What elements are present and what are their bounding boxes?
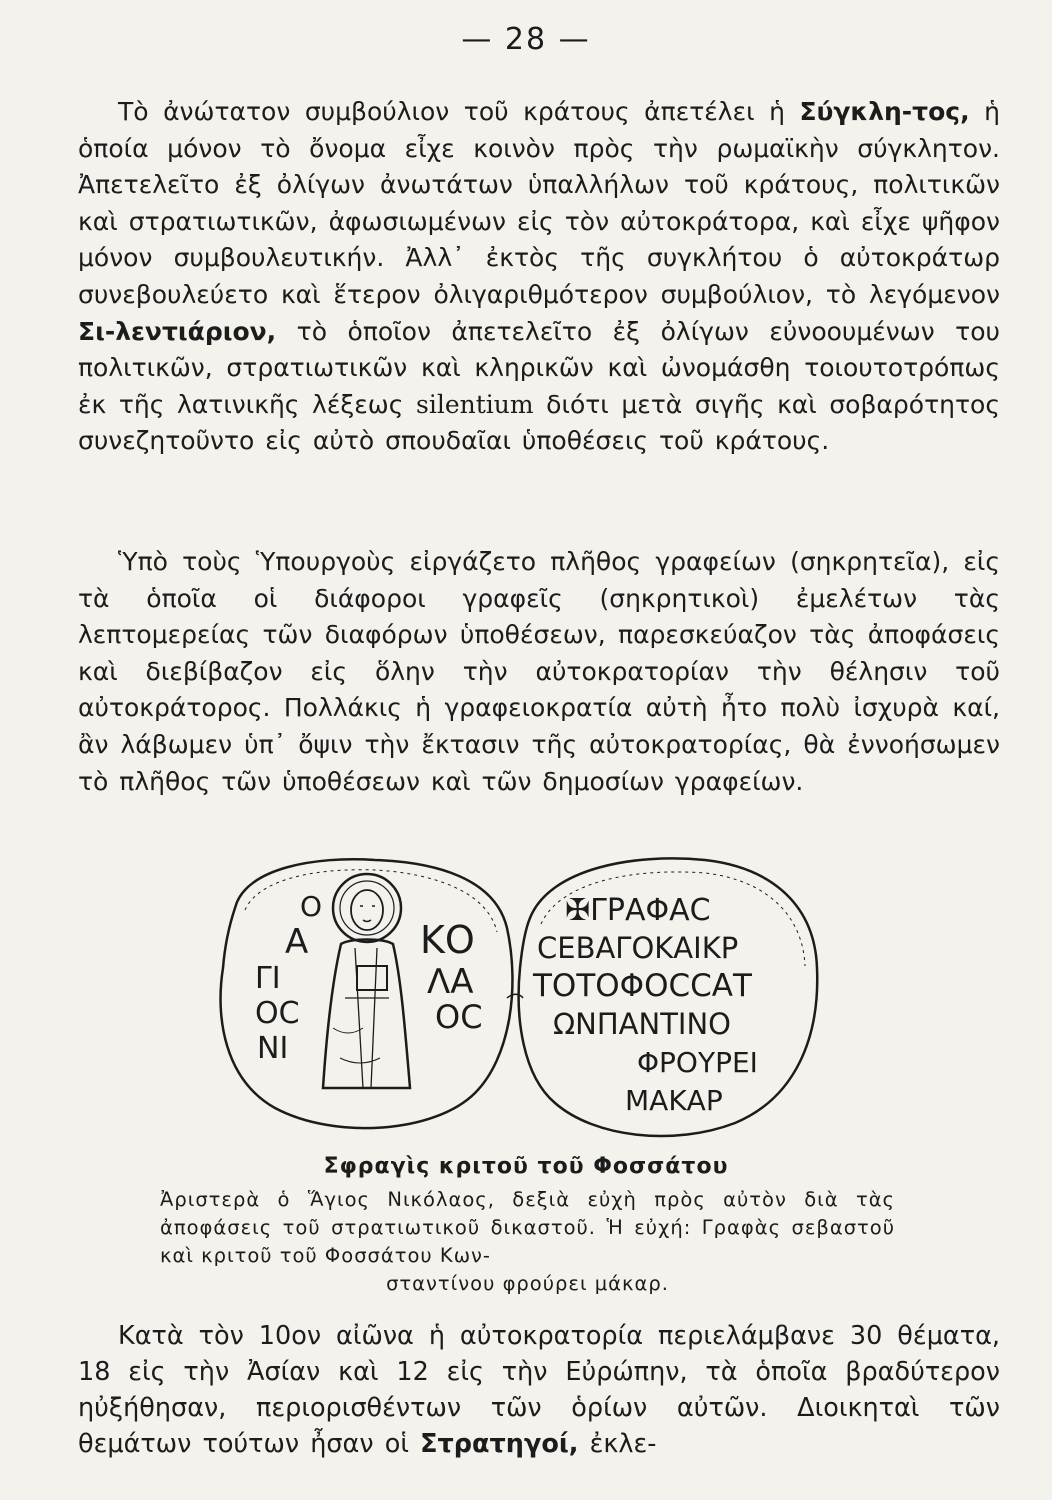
term-strategoi: Στρατηγοί, [420, 1429, 579, 1459]
text-run: Κατὰ τὸν 10ον αἰῶνα ἡ αὐτοκρατορία περιελάμβανε 30 θέματα, 18 εἰς τὴν Ἀσίαν καὶ 12 εἰς τὴν Εὐρώπην, τὰ ὁποῖα βραδύτερον ηὐξήθησαν, περιορισθέντων τῶν ὁρίων αὐτῶν. Διοικηταὶ τῶν θεμάτων τούτων ἦσαν οἱ [78, 1321, 1000, 1459]
saint-halo [333, 874, 401, 942]
paragraph-themes [78, 1318, 1000, 1462]
text-run: ἡ ὁποία μόνον τὸ ὄνομα εἶχε κοινὸν πρὸς τὴν ρωμαϊκὴν σύγκλητον. Ἀπετελεῖτο ἐξ ὀλίγων ἀνωτάτων ὑπαλλήλων τοῦ κράτους, πολιτικῶν καὶ στρατιωτικῶν, ἀφωσιωμένων εἰς τὸν αὐτοκράτορα, καὶ εἶχε ψῆφον μόνον συμβουλευτικήν. Ἀλλ᾽ ἐκτὸς τῆς συγκλήτου ὁ αὐτοκράτωρ συνεβουλεύετο καὶ ἕτερον ὀλιγαριθμότερον συμβούλιον, τὸ λεγόμενον [78, 97, 1000, 309]
gospel-book [357, 966, 387, 990]
text-run: Τὸ ἀνώτατον συμβούλιον τοῦ κράτους ἀπετέλει ἡ [118, 97, 800, 126]
text-run: Ὑπὸ τοὺς Ὑπουργοὺς εἰργάζετο πλῆθος γραφείων (σηκρητεῖα), εἰς τὰ ὁποῖα οἱ διάφοροι γραφεῖς (σηκρητικοὶ) ἐμελέτων τὰς λεπτομερείας τῶν διαφόρων ὑποθέσεων, παρεσκεύαζον τὰς ἀποφάσεις καὶ διεβίβαζον εἰς ὅλην τὴν αὐτοκρατορίαν τὴν θέλησιν τοῦ αὐτοκράτορος. Πολλάκις ἡ γραφειοκρατία αὐτὴ ἦτο πολὺ ἰσχυρὰ καί, ἂν λάβωμεν ὑπ᾽ ὄψιν τὴν ἔκτασιν τῆς αὐτοκρατορίας, θὰ ἐννοήσωμεν τὸ πλῆθος τῶν ὑποθέσεων καὶ τῶν δημοσίων γραφείων. [78, 547, 1000, 796]
saint-robe [323, 940, 410, 1089]
figure-caption [160, 1186, 895, 1298]
page-number: — 28 — [461, 22, 591, 57]
caption-body: Ἀριστερὰ ὁ Ἅγιος Νικόλαος, δεξιὰ εὐχὴ πρὸς αὐτὸν διὰ τὰς ἀποφάσεις τοῦ στρατιωτικοῦ δικαστοῦ. Ἡ εὐχή: Γραφὰς σεβαστοῦ καὶ κριτοῦ τοῦ Φοσσάτου Κων- [160, 1188, 895, 1267]
seal-letter: ΛΑ [427, 962, 474, 1002]
latin-word: silentium [416, 389, 534, 419]
term-silentiarion: Σι-λεντιάριον, [78, 316, 277, 346]
seal-inscription-line: ✠ΓΡΑΦΑC [565, 893, 711, 928]
seal-illustration [205, 848, 825, 1148]
seal-letter: ΝΙ [257, 1031, 289, 1066]
seal-letter: ΟC [435, 998, 483, 1036]
seal-inscription-line: ΜΑΚΑΡ [625, 1084, 723, 1117]
paragraph-bureaus [78, 544, 1000, 800]
seal-letter: ΚΟ [420, 918, 475, 962]
figure-caption-title: Σφραγὶς κριτοῦ τοῦ Φοσσάτου [323, 1154, 729, 1179]
seal-letter: ΟC [255, 996, 300, 1031]
seal-letter: Α [285, 922, 309, 962]
seal-inscription-line: ΤΟΤΟΦΟCCΑΤ [533, 968, 752, 1004]
seal-letter: ΓΙ [255, 961, 281, 996]
seal-letter: Ο [300, 890, 323, 923]
text-run: ἐκλε- [578, 1429, 657, 1459]
term-synkletos: Σύγκλη-τος, [799, 97, 970, 126]
seal-inscription-line: ΦΡΟΥΡΕΙ [637, 1046, 758, 1079]
text-run: τὸ ὁποῖον ἀπετελεῖτο ἐξ ὀλίγων εὐνοουμένων του πολιτικῶν, στρατιωτικῶν καὶ κληρικῶν καὶ ὠνομάσθη τοιουτοτρόπως ἐκ τῆς λατινικῆς λέξεως [78, 316, 1000, 419]
seal-inscription-line: CΕΒΑΓΟΚΑΙΚΡ [537, 931, 739, 965]
paragraph-senate [78, 94, 1000, 460]
seal-inscription-line: ΩΝΠΑΝΤΙΝΟ [553, 1007, 731, 1041]
caption-last-line: σταντίνου φρούρει μάκαρ. [386, 1272, 669, 1295]
text-run: διότι μετὰ σιγῆς καὶ σοβαρότητος συνεζητοῦντο εἰς αὐτὸ σπουδαῖαι ὑποθέσεις τοῦ κράτους. [78, 389, 1000, 456]
